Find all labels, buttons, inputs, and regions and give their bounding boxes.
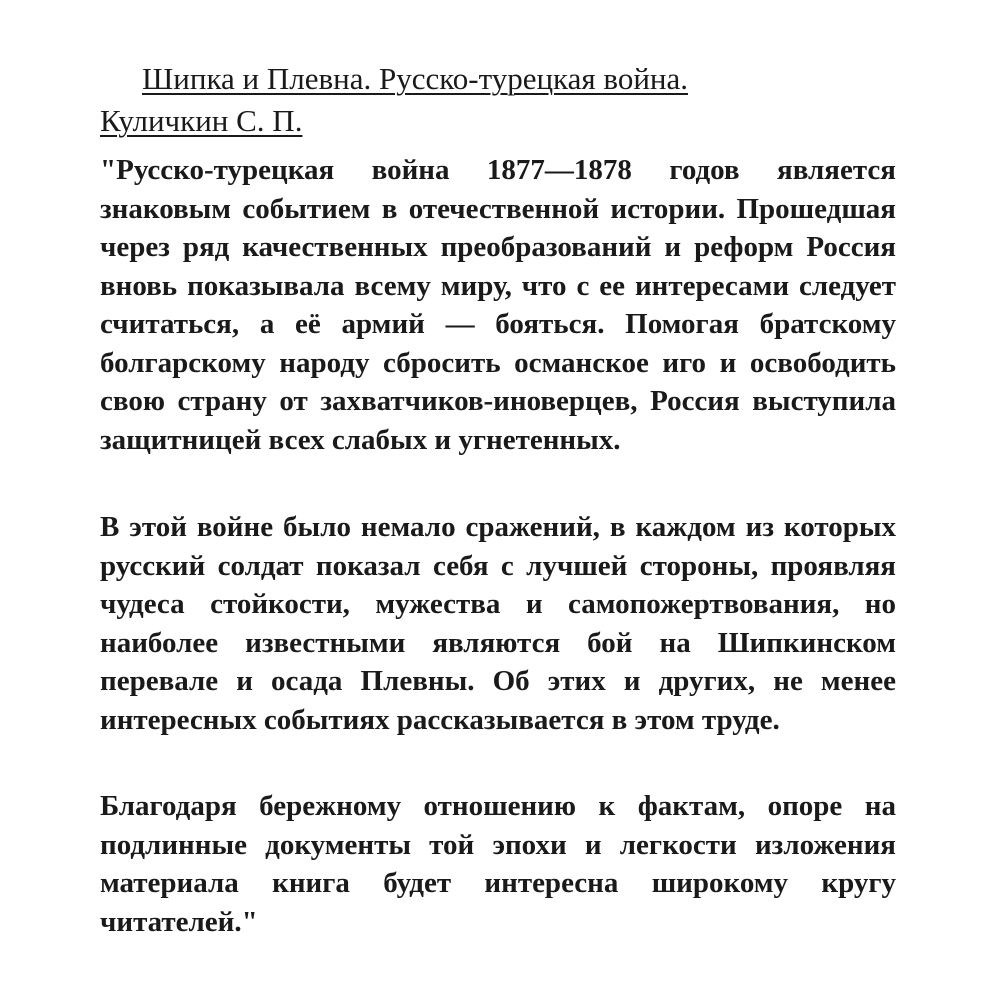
description-paragraph-1: "Русско-турецкая война 1877—1878 годов является знаковым событием в отечественной истории. Прошедшая через ряд качественных преобразований и реформ Россия вновь показывала всему миру, что с ее интересами следует считаться, а её армий — бояться. Помогая братскому болгарскому народу сбросить османское иго и освободить свою страну от захватчиков-иноверцев, Россия выступила защитницей всех слабых и угнетенных. <box>100 154 896 456</box>
description-paragraph-2: В этой войне было немало сражений, в каждом из которых русский солдат показал себя с лучшей стороны, проявляя чудеса стойкости, мужества и самопожертвования, но наиболее известными являются бой на Шипкинском перевале и осада Плевны. Об этих и других, не менее интересных событиях рассказывается в этом труде. <box>100 511 896 736</box>
description-paragraph-3: Благодаря бережному отношению к фактам, опоре на подлинные документы той эпохи и легкости изложения материала книга будет интересна широкому кругу читателей." <box>100 790 896 938</box>
book-title-block <box>100 58 900 142</box>
book-title: Шипка и Плевна. Русско-турецкая война. <box>142 61 689 96</box>
book-author: Куличкин С. П. <box>100 103 303 138</box>
